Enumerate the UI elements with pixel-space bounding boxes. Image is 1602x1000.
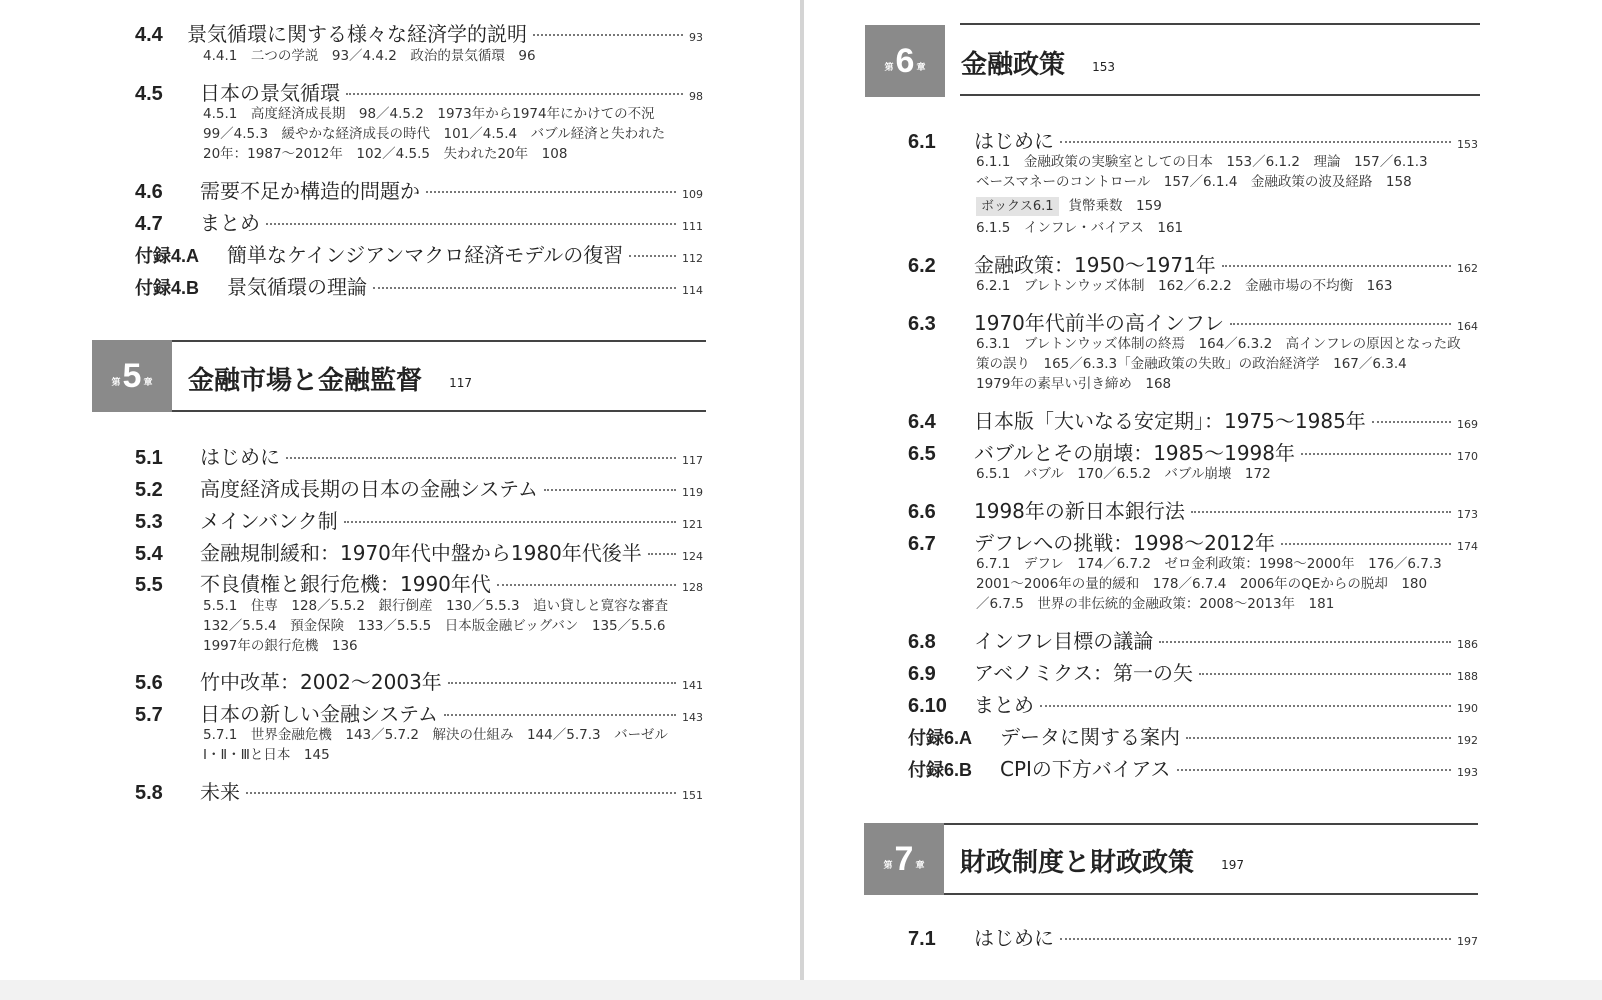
leader-dots: [1186, 737, 1451, 739]
leader-dots: [648, 553, 676, 555]
section-title: 簡単なケインジアンマクロ経済モデルの復習: [227, 243, 624, 267]
page-number: 141: [682, 679, 703, 692]
chapter-rule-bottom: [172, 410, 706, 412]
chapter-7-title-row[interactable]: [960, 842, 1244, 879]
toc-entry-appendix-6a[interactable]: [908, 721, 1478, 750]
chapter-rule-bottom: [960, 94, 1480, 96]
leader-dots: [1281, 543, 1451, 545]
leader-dots: [444, 714, 676, 716]
section-number: 5.1: [135, 447, 163, 469]
chapter-title: 金融市場と金融監督: [188, 366, 423, 396]
leader-dots: [1372, 421, 1451, 423]
section-title: 1998年の新日本銀行法: [974, 499, 1185, 523]
section-number: 5.6: [135, 672, 163, 694]
page-number: 186: [1457, 638, 1478, 651]
section-number: 4.5: [135, 83, 163, 105]
leader-dots: [1301, 453, 1451, 455]
chapter-title: 財政制度と財政政策: [960, 848, 1195, 878]
box-title: 貨幣乗数 159: [1068, 198, 1162, 214]
toc-entry-5-7[interactable]: [135, 698, 703, 727]
subsections-6-3: [976, 334, 1461, 394]
section-title: まとめ: [200, 211, 260, 235]
section-number: 5.2: [135, 479, 163, 501]
subsection-line: 1979年の素早い引き締め 168: [976, 376, 1172, 392]
chapter-rule-top: [944, 823, 1478, 825]
section-title: 日本の新しい金融システム: [200, 702, 438, 726]
section-number: 5.7: [135, 704, 163, 726]
section-title: はじめに: [974, 129, 1054, 153]
chapter-6-title-row[interactable]: [961, 44, 1115, 81]
section-title: 景気循環の理論: [227, 275, 367, 299]
chapter-prefix: 第: [111, 377, 121, 388]
leader-dots: [1159, 641, 1451, 643]
page-number: 193: [1457, 766, 1478, 779]
subsection-line: 4.4.1 二つの学説 93／4.4.2 政治的景気循環 96: [203, 48, 536, 64]
chapter-prefix: 第: [884, 62, 894, 73]
leader-dots: [1177, 769, 1451, 771]
toc-entry-6-9[interactable]: [908, 657, 1478, 686]
chapter-rule-bottom: [944, 893, 1478, 895]
toc-entry-4-7[interactable]: [135, 207, 703, 236]
subsection-line: ／6.7.5 世界の非伝統的金融政策：2008〜2013年 181: [976, 596, 1335, 612]
toc-entry-appendix-4a[interactable]: [135, 239, 703, 268]
toc-entry-5-8[interactable]: [135, 776, 703, 805]
leader-dots: [544, 489, 676, 491]
section-number: 6.4: [908, 411, 936, 433]
chapter-5-badge: [92, 340, 172, 412]
toc-entry-appendix-4b[interactable]: [135, 271, 703, 300]
toc-entry-6-5[interactable]: [908, 437, 1478, 466]
section-number: 7.1: [908, 928, 936, 950]
toc-entry-5-3[interactable]: [135, 505, 703, 534]
page-number: 170: [1457, 450, 1478, 463]
subsection-line: Ⅰ・Ⅱ・Ⅲと日本 145: [203, 747, 330, 763]
box-badge: ボックス6.1: [976, 197, 1059, 216]
chapter-6-badge: [865, 25, 945, 97]
leader-dots: [266, 223, 676, 225]
page-number: 119: [682, 486, 703, 499]
subsection-line: 6.1.1 金融政策の実験室としての日本 153／6.1.2 理論 157／6.1.3: [976, 154, 1428, 170]
subsections-6-7: [976, 554, 1442, 614]
page-number: 162: [1457, 262, 1478, 275]
toc-entry-6-4[interactable]: [908, 405, 1478, 434]
section-title: インフレ目標の議論: [974, 629, 1154, 653]
section-number: 4.6: [135, 181, 163, 203]
toc-entry-6-3[interactable]: [908, 307, 1478, 336]
section-title: まとめ: [974, 693, 1034, 717]
subsection-line: 策の誤り 165／6.3.3「金融政策の失敗」の政治経済学 167／6.3.4: [976, 356, 1407, 372]
subsection-line: 2001〜2006年の量的緩和 178／6.7.4 2006年のQEからの脱却 180: [976, 576, 1428, 592]
section-title: 金融政策：1950〜1971年: [974, 253, 1216, 277]
toc-entry-4-4[interactable]: [135, 18, 703, 47]
toc-entry-6-2[interactable]: [908, 249, 1478, 278]
toc-entry-4-5[interactable]: [135, 77, 703, 106]
subsections-6-2: [976, 276, 1392, 296]
section-title: 日本版「大いなる安定期」：1975〜1985年: [974, 409, 1366, 433]
subsection-line: 6.3.1 ブレトンウッズ体制の終焉 164／6.3.2 高インフレの原因となった政: [976, 336, 1461, 352]
page-number: 197: [1457, 935, 1478, 948]
toc-entry-appendix-6b[interactable]: [908, 753, 1478, 782]
section-title: 需要不足か構造的問題か: [200, 179, 420, 203]
section-number: 付録6.A: [908, 728, 973, 748]
subsection-line: ベースマネーのコントロール 157／6.1.4 金融政策の波及経路 158: [976, 174, 1412, 190]
section-title: 1970年代前半の高インフレ: [974, 311, 1225, 335]
chapter-rule-top: [960, 23, 1480, 25]
chapter-page: 153: [1092, 60, 1115, 74]
box-6-1-entry[interactable]: [976, 196, 1162, 216]
toc-entry-5-2[interactable]: [135, 473, 703, 502]
section-number: 付録4.A: [135, 246, 200, 266]
section-title: 竹中改革：2002〜2003年: [200, 670, 442, 694]
leader-dots: [497, 584, 676, 586]
section-number: 5.4: [135, 543, 163, 565]
toc-entry-4-6[interactable]: [135, 175, 703, 204]
page-number: 143: [682, 711, 703, 724]
leader-dots: [1191, 511, 1451, 513]
page-number: 192: [1457, 734, 1478, 747]
chapter-prefix: 第: [883, 860, 893, 871]
leader-dots: [426, 191, 676, 193]
page-number: 173: [1457, 508, 1478, 521]
chapter-suffix: 章: [915, 860, 925, 871]
section-title: 景気循環に関する様々な経済学的説明: [187, 22, 527, 46]
section-number: 付録6.B: [908, 760, 973, 780]
subsection-line: 6.7.1 デフレ 174／6.7.2 ゼロ金利政策：1998〜2000年 176／6.7.3: [976, 556, 1442, 572]
subsection-line: 5.7.1 世界金融危機 143／5.7.2 解決の仕組み 144／5.7.3 バーゼル: [203, 727, 668, 743]
section-title: 金融規制緩和：1970年代中盤から1980年代後半: [200, 541, 642, 565]
subsection-6-1-5: [976, 218, 1183, 238]
section-number: 5.3: [135, 511, 163, 533]
page-number: 153: [1457, 138, 1478, 151]
subsection-line: 132／5.5.4 預金保険 133／5.5.5 日本版金融ビッグバン 135／5.5.6: [203, 618, 666, 634]
leader-dots: [346, 93, 683, 95]
subsection-line: 99／4.5.3 緩やかな経済成長の時代 101／4.5.4 バブル経済と失われた: [203, 126, 666, 142]
section-title: はじめに: [974, 926, 1054, 950]
page-number: 169: [1457, 418, 1478, 431]
subsections-6-1: [976, 152, 1428, 192]
section-number: 4.7: [135, 213, 163, 235]
page-bottom-edge: [0, 980, 1602, 1000]
leader-dots: [373, 287, 676, 289]
section-title: デフレへの挑戦：1998〜2012年: [974, 531, 1275, 555]
section-number: 5.8: [135, 782, 163, 804]
page-number: 188: [1457, 670, 1478, 683]
subsection-line: 6.1.5 インフレ・バイアス 161: [976, 220, 1184, 236]
leader-dots: [1060, 141, 1451, 143]
chapter-rule-top: [172, 340, 706, 342]
section-title: メインバンク制: [200, 509, 338, 533]
page-number: 164: [1457, 320, 1478, 333]
page-number: 121: [682, 518, 703, 531]
section-number: 付録4.B: [135, 278, 200, 298]
subsection-line: 6.2.1 ブレトンウッズ体制 162／6.2.2 金融市場の不均衡 163: [976, 278, 1393, 294]
chapter-page: 197: [1221, 858, 1244, 872]
section-number: 6.5: [908, 443, 936, 465]
section-title: CPIの下方バイアス: [1000, 757, 1171, 781]
chapter-7-badge: [864, 823, 944, 895]
page-number: 124: [682, 550, 703, 563]
page-number: 128: [682, 581, 703, 594]
subsection-line: 4.5.1 高度経済成長期 98／4.5.2 1973年から1974年にかけての不況: [203, 106, 655, 122]
leader-dots: [1199, 673, 1451, 675]
toc-entry-7-1[interactable]: [908, 922, 1478, 951]
subsection-line: 1997年の銀行危機 136: [203, 638, 358, 654]
page-number: 109: [682, 188, 703, 201]
leader-dots: [1230, 323, 1451, 325]
chapter-number: 5: [122, 356, 142, 395]
section-number: 6.3: [908, 313, 936, 335]
subsection-line: 5.5.1 住専 128／5.5.2 銀行倒産 130／5.5.3 追い貸しと寛容な審査: [203, 598, 669, 614]
toc-entry-5-6[interactable]: [135, 666, 703, 695]
toc-entry-6-8[interactable]: [908, 625, 1478, 654]
subsection-line: 6.5.1 バブル 170／6.5.2 バブル崩壊 172: [976, 466, 1271, 482]
section-number: 6.7: [908, 533, 936, 555]
page-number: 114: [682, 284, 703, 297]
section-number: 6.2: [908, 255, 936, 277]
section-number: 6.1: [908, 131, 936, 153]
page-number: 112: [682, 252, 703, 265]
section-title: 高度経済成長期の日本の金融システム: [200, 477, 538, 501]
section-title: 不良債権と銀行危機：1990年代: [200, 572, 491, 596]
subsections-5-5: [203, 596, 668, 656]
leader-dots: [533, 34, 683, 36]
leader-dots: [448, 682, 676, 684]
section-number: 4.4: [135, 24, 163, 46]
toc-entry-6-1[interactable]: [908, 125, 1478, 154]
toc-entry-5-1[interactable]: [135, 441, 703, 470]
page-number: 174: [1457, 540, 1478, 553]
toc-entry-5-4[interactable]: [135, 537, 703, 566]
leader-dots: [246, 792, 676, 794]
page-number: 93: [689, 31, 703, 44]
toc-entry-6-6[interactable]: [908, 495, 1478, 524]
section-title: アベノミクス：第一の矢: [974, 661, 1193, 685]
subsection-line: 20年：1987〜2012年 102／4.5.5 失われた20年 108: [203, 146, 568, 162]
section-number: 5.5: [135, 574, 163, 596]
leader-dots: [1060, 938, 1451, 940]
page-number: 151: [682, 789, 703, 802]
subsections-4-4: [203, 46, 536, 66]
section-number: 6.10: [908, 695, 947, 717]
chapter-suffix: 章: [916, 62, 926, 73]
toc-entry-5-5[interactable]: [135, 568, 703, 597]
section-title: データに関する案内: [1000, 725, 1180, 749]
leader-dots: [286, 457, 676, 459]
right-page: [804, 0, 1602, 1000]
leader-dots: [344, 521, 676, 523]
chapter-title: 金融政策: [961, 50, 1066, 80]
leader-dots: [1222, 265, 1451, 267]
page-number: 190: [1457, 702, 1478, 715]
section-number: 6.8: [908, 631, 936, 653]
page-number: 98: [689, 90, 703, 103]
page-number: 117: [682, 454, 703, 467]
toc-entry-6-7[interactable]: [908, 527, 1478, 556]
toc-entry-6-10[interactable]: [908, 689, 1478, 718]
section-title: 未来: [200, 780, 240, 804]
section-title: バブルとその崩壊：1985〜1998年: [974, 441, 1295, 465]
leader-dots: [1040, 705, 1451, 707]
subsections-5-7: [203, 725, 668, 765]
chapter-page: 117: [449, 376, 472, 390]
leader-dots: [629, 255, 676, 257]
section-number: 6.6: [908, 501, 936, 523]
subsections-6-5: [976, 464, 1271, 484]
chapter-number: 6: [895, 41, 915, 80]
page-number: 111: [682, 220, 703, 233]
chapter-number: 7: [894, 839, 914, 878]
section-title: 日本の景気循環: [200, 81, 340, 105]
left-page: [0, 0, 800, 1000]
chapter-5-title-row[interactable]: [188, 360, 472, 397]
chapter-suffix: 章: [143, 377, 153, 388]
section-number: 6.9: [908, 663, 936, 685]
section-title: はじめに: [200, 445, 280, 469]
subsections-4-5: [203, 104, 665, 164]
